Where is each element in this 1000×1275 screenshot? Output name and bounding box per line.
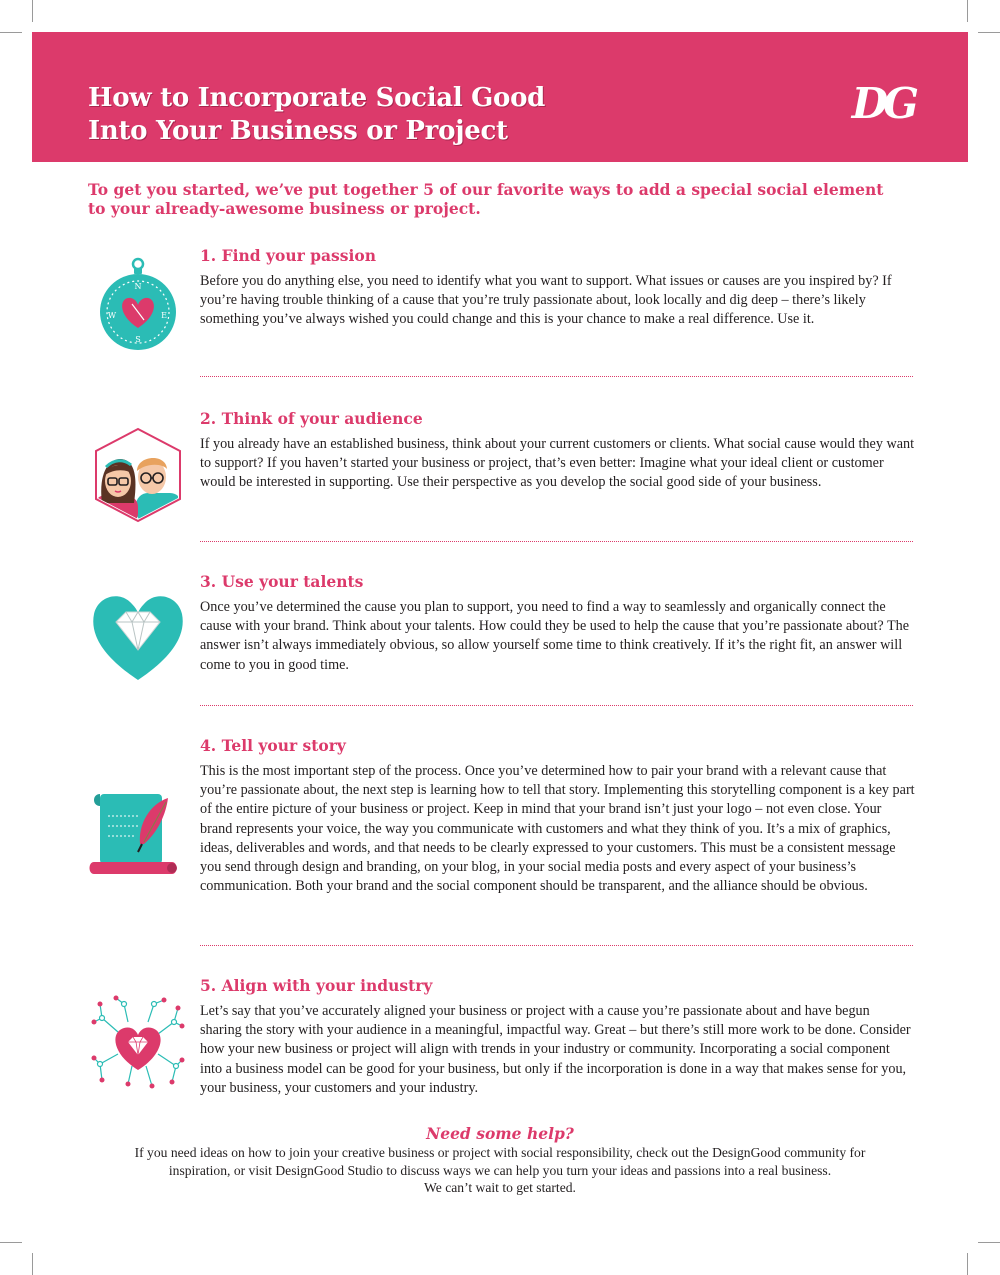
compass-s-label: S	[135, 335, 141, 344]
help-body	[60, 1144, 940, 1197]
page-title	[88, 82, 545, 148]
crop-mark	[0, 32, 22, 33]
step-5-body: Let’s say that you’ve accurately aligned your business or project with a cause you’re passionate about and have begun sharing the story with your audience in a meaningful, impactful way. Great – but there’s still more work to be done. Consider how your new business or project will align with trends in your industry or community. Incorporating a social component into a business model can be good for your business, but only if the incorporation is done in a way that makes sense for you, your business, your customers and your industry.	[200, 1003, 911, 1096]
crop-mark	[978, 32, 1000, 33]
step-3-body: Once you’ve determined the cause you plan to support, you need to find a way to seamlessly and organically connect the cause with your brand. Think about your talents. How could they be used to help the cause that you’re passionate about? The answer isn’t always immediately obvious, so allow yourself some time to think creatively. If it’s the right fit, an answer will come to you in good time.	[200, 599, 910, 673]
help-title: Need some help?	[426, 1124, 574, 1143]
divider	[200, 541, 913, 542]
network-heart-icon	[88, 992, 188, 1092]
step-5-title: 5. Align with your industry	[200, 976, 433, 995]
compass-heart-icon	[88, 256, 188, 356]
crop-mark	[0, 1242, 22, 1243]
compass-e-label: E	[161, 311, 167, 320]
divider	[200, 376, 913, 377]
crop-mark	[967, 0, 968, 22]
step-4-title: 4. Tell your story	[200, 736, 346, 755]
crop-mark	[32, 0, 33, 22]
page-title-line-2: Into Your Business or Project	[88, 116, 508, 146]
divider	[200, 705, 913, 706]
compass-n-label: N	[134, 282, 142, 291]
crop-mark	[978, 1242, 1000, 1243]
crop-mark	[967, 1253, 968, 1275]
scroll-quill-icon	[88, 784, 188, 884]
help-line-1: If you need ideas on how to join your creative business or project with social responsibility, check out the DesignGood community for	[134, 1145, 866, 1160]
compass-w-label: W	[107, 311, 117, 320]
step-3-title: 3. Use your talents	[200, 572, 364, 591]
step-2-title: 2. Think of your audience	[200, 409, 423, 428]
header-banner	[32, 32, 968, 162]
intro-text: To get you started, we’ve put together 5 of our favorite ways to add a special social element to your already-awesome business or project.	[88, 180, 884, 218]
step-4-body: This is the most important step of the process. Once you’ve determined how to pair your brand with a relevant cause that you’re passionate about, the next step is learning how to tell that story. Implementing this storytelling component is a key part of the entire picture of your business or project. Keep in mind that your brand isn’t just your logo – not even close. Your brand represents your voice, the way you communicate with customers and what they think of you. It’s a mix of graphics, ideas, deliverables and words, and that needs to be clearly expressed to your customers. This must be a consistent message you send through design and branding, on your blog, in your social media posts and every aspect of your business’s communication. Both your brand and the social component should be transparent, and the alliance should be obvious.	[200, 763, 915, 895]
diamond-heart-icon	[88, 586, 188, 686]
divider	[200, 945, 913, 946]
designgood-logo: DG	[851, 79, 914, 128]
help-line-2: inspiration, or visit DesignGood Studio to discuss ways we can help you turn your ideas and passions into a real business.	[168, 1162, 832, 1178]
step-1-title: 1. Find your passion	[200, 246, 376, 265]
step-2-body: If you already have an established business, think about your current customers or clients. What social cause would they want to support? If you haven’t started your business or project, that’s even better: Imagine what your ideal client or customer would be interested in supporting. Use their perspective as you develop the social good side of your business.	[200, 436, 915, 491]
page-title-line-1: How to Incorporate Social Good	[88, 83, 546, 113]
audience-couple-icon	[88, 425, 188, 525]
help-section	[60, 1124, 940, 1197]
crop-mark	[32, 1253, 33, 1275]
help-line-3: We can’t wait to get started.	[424, 1180, 576, 1195]
step-1-body: Before you do anything else, you need to identify what you want to support. What issues or causes are you inspired by? If you’re having trouble thinking of a cause that you’re truly passionate about, look locally and dig deep – there’s likely something you’ve always wished you could change and this is your chance to make a real difference. Use it.	[200, 273, 892, 328]
